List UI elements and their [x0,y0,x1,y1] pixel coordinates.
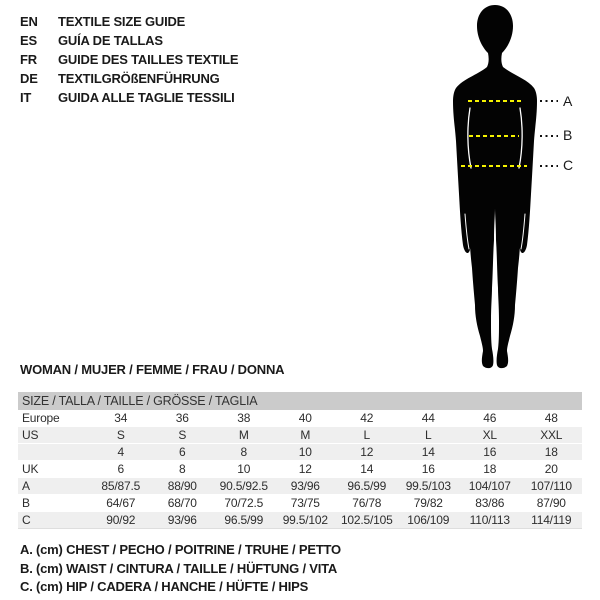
table-row-chest [18,478,582,495]
table-row-us-numeric [18,444,582,461]
size-cell: 88/90 [152,478,214,495]
table-row-waist [18,495,582,512]
language-row-fr [20,50,238,69]
size-cell: 8 [213,444,275,461]
size-cell: S [90,427,152,444]
size-cell: 96.5/99 [213,512,275,529]
size-cell: L [398,427,460,444]
size-cell: M [213,427,275,444]
size-cell: 107/110 [521,478,583,495]
size-cell: 44 [398,410,460,427]
table-row-europe [18,410,582,427]
size-cell: 16 [459,444,521,461]
size-cell: 99.5/102 [275,512,337,529]
waist-marker-label: B [563,127,573,143]
language-row-es [20,31,238,50]
language-row-de [20,69,238,88]
size-cell: 96.5/99 [336,478,398,495]
size-cell: 12 [275,461,337,478]
size-cell: 85/87.5 [90,478,152,495]
size-cell: S [152,427,214,444]
woman-silhouette [453,5,537,368]
size-cell: 64/67 [90,495,152,512]
size-cell: 38 [213,410,275,427]
language-code: FR [20,52,37,67]
size-cell: 90/92 [90,512,152,529]
table-row-us [18,427,582,444]
size-cell: 20 [521,461,583,478]
size-cell: 102.5/105 [336,512,398,529]
language-code: ES [20,33,37,48]
row-label: UK [18,461,90,478]
row-label: US [18,427,90,444]
size-cell: 99.5/103 [398,478,460,495]
language-code: EN [20,14,38,29]
size-cell: XXL [521,427,583,444]
size-cell: 16 [398,461,460,478]
language-title: GUÍA DE TALLAS [58,33,163,48]
size-cell: 114/119 [521,512,583,529]
size-cell: 34 [90,410,152,427]
language-list [20,12,238,107]
size-cell: 76/78 [336,495,398,512]
size-cell: 14 [398,444,460,461]
size-cell: 18 [459,461,521,478]
table-row-hip [18,512,582,529]
legend-hip: C. (cm) HIP / CADERA / HANCHE / HÜFTE / HIPS [20,579,309,594]
legend-waist: B. (cm) WAIST / CINTURA / TAILLE / HÜFTUNG / VITA [20,560,338,576]
size-table [18,392,582,529]
row-label: Europe [18,410,90,427]
woman-silhouette-svg [440,0,600,378]
size-cell: 14 [336,461,398,478]
language-title: TEXTILE SIZE GUIDE [58,14,186,29]
size-cell: 87/90 [521,495,583,512]
language-code: DE [20,71,38,86]
chest-marker-label: A [563,93,573,109]
size-cell: 83/86 [459,495,521,512]
table-row-uk [18,461,582,478]
section-title: WOMAN / MUJER / FEMME / FRAU / DONNA [20,362,285,377]
size-cell: M [275,427,337,444]
size-cell: L [336,427,398,444]
size-cell: 90.5/92.5 [213,478,275,495]
size-cell: 40 [275,410,337,427]
legend-chest: A. (cm) CHEST / PECHO / POITRINE / TRUHE / PETTO [20,542,341,557]
size-cell: 79/82 [398,495,460,512]
size-cell: 110/113 [459,512,521,529]
size-cell: XL [459,427,521,444]
size-cell: 36 [152,410,214,427]
row-label: B [18,495,90,512]
size-cell: 70/72.5 [213,495,275,512]
size-cell: 10 [213,461,275,478]
row-label: A [18,478,90,495]
size-cell: 48 [521,410,583,427]
size-cell: 106/109 [398,512,460,529]
row-label [18,444,90,461]
size-cell: 73/75 [275,495,337,512]
size-cell: 93/96 [152,512,214,529]
measurement-legend [20,541,341,597]
size-cell: 104/107 [459,478,521,495]
size-cell: 10 [275,444,337,461]
table-header-row [18,392,582,410]
language-row-it [20,88,238,107]
measurement-figure [440,0,600,378]
size-cell: 4 [90,444,152,461]
hip-marker-label: C [563,157,574,173]
size-cell: 12 [336,444,398,461]
language-title: GUIDE DES TAILLES TEXTILE [58,52,239,67]
language-title: GUIDA ALLE TAGLIE TESSILI [58,90,235,105]
size-cell: 68/70 [152,495,214,512]
size-cell: 6 [90,461,152,478]
language-row-en [20,12,238,31]
size-cell: 6 [152,444,214,461]
size-cell: 18 [521,444,583,461]
language-code: IT [20,90,32,105]
size-table-header: SIZE / TALLA / TAILLE / GRÖSSE / TAGLIA [18,392,582,410]
size-cell: 42 [336,410,398,427]
size-cell: 46 [459,410,521,427]
row-label: C [18,512,90,529]
size-cell: 93/96 [275,478,337,495]
size-cell: 8 [152,461,214,478]
language-title: TEXTILGRÖßENFÜHRUNG [58,71,220,86]
